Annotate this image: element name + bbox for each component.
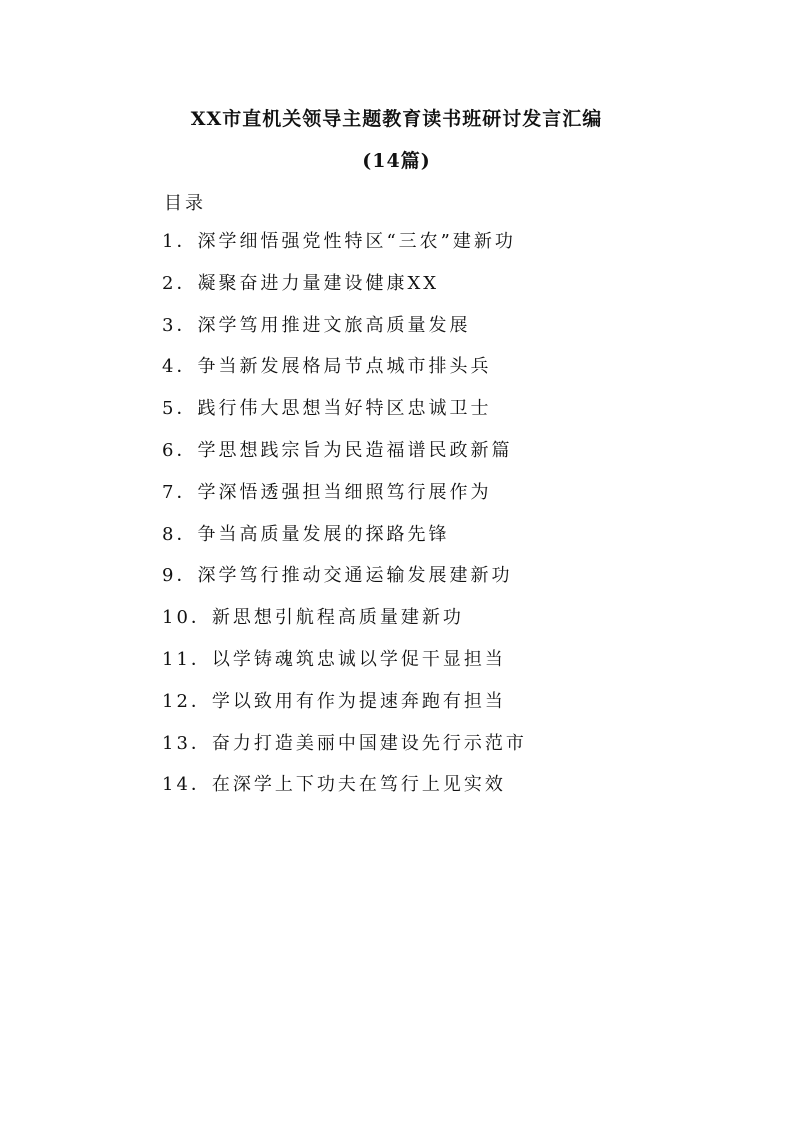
toc-item-number: 4． [162,356,198,378]
toc-heading: 目录 [164,193,206,214]
toc-item-title: 深学笃用推进文旅高质量发展 [197,314,471,336]
toc-item [162,314,527,356]
toc-item-title: 争当新发展格局节点城市排头兵 [197,356,492,378]
toc-item-number: 12． [162,690,212,712]
toc-item-number: 14． [162,774,212,796]
toc-item-number: 2． [162,272,198,294]
toc-item-number: 10． [162,607,212,629]
toc-item [162,397,527,439]
toc-item [162,606,527,648]
toc-item [162,355,527,397]
toc-item [162,564,527,606]
toc-item [162,690,527,732]
toc-item [162,230,527,272]
toc-item-number: 5． [162,398,198,420]
toc-item-title: 践行伟大思想当好特区忠诚卫士 [197,398,492,420]
toc-item [162,648,527,690]
document-title: XX市直机关领导主题教育读书班研讨发言汇编 [190,108,603,130]
toc-item-number: 7． [162,481,198,503]
toc-item-title: 学思想践宗旨为民造福谱民政新篇 [197,439,513,461]
toc-item-title: 新思想引航程高质量建新功 [211,607,464,629]
toc-item-number: 3． [162,314,198,336]
toc-item-title: 凝聚奋进力量建设健康XX [197,272,440,294]
toc-item-number: 13． [162,732,212,754]
toc-item-title: 奋力打造美丽中国建设先行示范市 [211,732,527,754]
toc-item-number: 1． [162,231,198,252]
toc-item-number: 8． [162,523,198,545]
toc-item-title: 深学细悟强党性特区“三农”建新功 [197,231,516,252]
toc-item-number: 9． [162,565,198,587]
toc-item [162,523,527,565]
toc-list [162,230,527,815]
toc-item [162,773,527,815]
document-subtitle: (14篇) [362,150,431,172]
toc-item-title: 以学铸魂筑忠诚以学促干显担当 [211,648,506,670]
toc-item-number: 6． [162,439,198,461]
toc-item-title: 学以致用有作为提速奔跑有担当 [211,690,506,712]
toc-item [162,439,527,481]
toc-item-number: 11． [162,648,212,670]
toc-item-title: 争当高质量发展的探路先锋 [197,523,450,545]
toc-item-title: 学深悟透强担当细照笃行展作为 [197,481,492,503]
toc-item [162,272,527,314]
toc-item [162,481,527,523]
toc-item-title: 在深学上下功夫在笃行上见实效 [211,774,506,796]
toc-item-title: 深学笃行推动交通运输发展建新功 [197,565,513,587]
toc-item [162,732,527,774]
